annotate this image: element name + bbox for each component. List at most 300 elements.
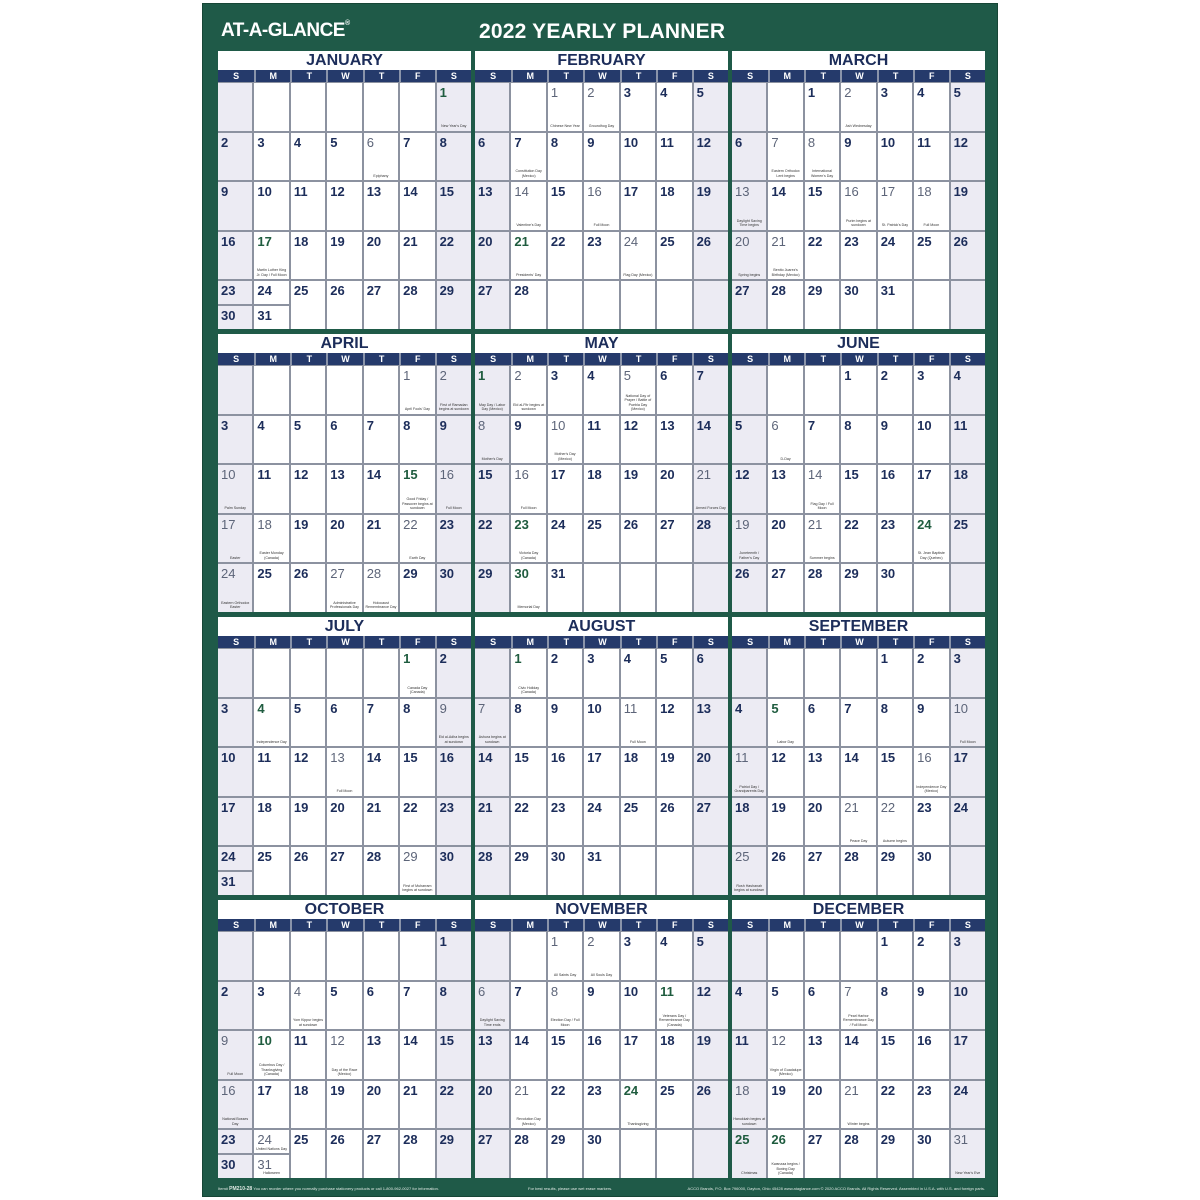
day-cell[interactable] <box>400 982 434 1030</box>
day-cell[interactable] <box>694 649 728 697</box>
day-cell[interactable] <box>218 748 252 796</box>
day-cell[interactable] <box>291 281 325 329</box>
day-cell[interactable] <box>511 416 545 464</box>
day-cell[interactable] <box>511 748 545 796</box>
day-cell[interactable] <box>475 232 509 280</box>
day-cell[interactable] <box>841 699 875 747</box>
day-cell[interactable] <box>914 182 948 230</box>
day-cell[interactable] <box>400 649 434 697</box>
day-cell[interactable] <box>291 182 325 230</box>
day-cell[interactable] <box>400 416 434 464</box>
day-cell[interactable] <box>400 847 434 895</box>
day-cell[interactable] <box>437 649 471 697</box>
day-cell[interactable] <box>805 416 839 464</box>
day-cell[interactable] <box>584 982 618 1030</box>
day-cell[interactable] <box>437 133 471 181</box>
day-cell[interactable] <box>327 699 361 747</box>
day-cell[interactable] <box>364 416 398 464</box>
day-cell[interactable] <box>254 232 288 280</box>
day-cell[interactable] <box>914 366 948 414</box>
day-cell[interactable] <box>657 232 691 280</box>
day-cell[interactable] <box>548 847 582 895</box>
day-cell[interactable] <box>584 182 618 230</box>
day-cell[interactable] <box>400 182 434 230</box>
day-cell[interactable] <box>951 1031 985 1079</box>
day-cell[interactable] <box>218 232 252 280</box>
day-cell[interactable] <box>694 798 728 846</box>
day-cell[interactable] <box>218 798 252 846</box>
day-cell[interactable] <box>475 699 509 747</box>
day-cell[interactable] <box>218 465 252 513</box>
day-cell[interactable] <box>878 182 912 230</box>
day-cell[interactable] <box>621 83 655 131</box>
day-cell[interactable] <box>805 1130 839 1178</box>
day-cell[interactable] <box>951 182 985 230</box>
day-cell[interactable] <box>437 564 471 612</box>
day-cell[interactable] <box>511 564 545 612</box>
day-cell[interactable] <box>621 133 655 181</box>
day-cell[interactable] <box>805 1081 839 1129</box>
day-cell[interactable] <box>254 564 288 612</box>
day-cell[interactable] <box>511 515 545 563</box>
day-cell[interactable] <box>218 1081 252 1129</box>
day-cell[interactable] <box>657 416 691 464</box>
day-cell[interactable] <box>768 133 802 181</box>
day-cell[interactable] <box>327 182 361 230</box>
day-cell[interactable] <box>254 982 288 1030</box>
day-cell[interactable] <box>364 1031 398 1079</box>
day-cell[interactable] <box>841 798 875 846</box>
day-cell[interactable] <box>732 182 766 230</box>
day-cell[interactable] <box>878 699 912 747</box>
day-cell[interactable] <box>400 748 434 796</box>
day-cell[interactable] <box>511 1081 545 1129</box>
day-cell[interactable] <box>364 515 398 563</box>
day-cell[interactable] <box>657 1081 691 1129</box>
day-cell[interactable] <box>364 232 398 280</box>
day-cell[interactable] <box>254 748 288 796</box>
day-cell[interactable] <box>437 699 471 747</box>
day-cell[interactable] <box>254 798 288 846</box>
day-cell[interactable] <box>878 83 912 131</box>
day-cell[interactable] <box>327 133 361 181</box>
day-cell[interactable] <box>732 281 766 329</box>
day-cell[interactable] <box>511 798 545 846</box>
day-cell[interactable] <box>548 932 582 980</box>
day-cell[interactable] <box>878 748 912 796</box>
day-cell[interactable] <box>548 1081 582 1129</box>
day-cell[interactable] <box>327 1081 361 1129</box>
day-cell[interactable] <box>584 649 618 697</box>
day-cell[interactable] <box>511 232 545 280</box>
day-cell[interactable] <box>584 133 618 181</box>
day-cell[interactable] <box>732 133 766 181</box>
day-cell[interactable] <box>951 932 985 980</box>
day-cell[interactable] <box>327 847 361 895</box>
day-cell[interactable] <box>218 982 252 1030</box>
day-cell[interactable] <box>914 232 948 280</box>
day-cell[interactable] <box>327 465 361 513</box>
day-cell[interactable] <box>437 932 471 980</box>
day-cell[interactable] <box>400 133 434 181</box>
day-cell[interactable] <box>291 1031 325 1079</box>
day-cell[interactable] <box>364 281 398 329</box>
day-cell[interactable] <box>584 232 618 280</box>
day-cell[interactable] <box>364 847 398 895</box>
day-cell[interactable] <box>254 281 288 304</box>
day-cell[interactable] <box>548 133 582 181</box>
day-cell[interactable] <box>768 182 802 230</box>
day-cell[interactable] <box>327 748 361 796</box>
day-cell[interactable] <box>694 465 728 513</box>
split-day-cell[interactable] <box>218 847 252 895</box>
day-cell[interactable] <box>327 232 361 280</box>
day-cell[interactable] <box>218 515 252 563</box>
day-cell[interactable] <box>621 515 655 563</box>
day-cell[interactable] <box>694 232 728 280</box>
day-cell[interactable] <box>657 366 691 414</box>
day-cell[interactable] <box>475 564 509 612</box>
day-cell[interactable] <box>694 699 728 747</box>
day-cell[interactable] <box>437 982 471 1030</box>
day-cell[interactable] <box>768 699 802 747</box>
day-cell[interactable] <box>805 982 839 1030</box>
day-cell[interactable] <box>291 1130 325 1178</box>
day-cell[interactable] <box>694 83 728 131</box>
day-cell[interactable] <box>841 847 875 895</box>
day-cell[interactable] <box>951 416 985 464</box>
day-cell[interactable] <box>437 1130 471 1178</box>
day-cell[interactable] <box>878 133 912 181</box>
day-cell[interactable] <box>694 1031 728 1079</box>
day-cell[interactable] <box>657 699 691 747</box>
day-cell[interactable] <box>914 416 948 464</box>
day-cell[interactable] <box>291 798 325 846</box>
day-cell[interactable] <box>548 232 582 280</box>
day-cell[interactable] <box>732 416 766 464</box>
day-cell[interactable] <box>841 281 875 329</box>
day-cell[interactable] <box>732 515 766 563</box>
day-cell[interactable] <box>254 699 288 747</box>
day-cell[interactable] <box>511 847 545 895</box>
day-cell[interactable] <box>694 416 728 464</box>
day-cell[interactable] <box>400 1130 434 1178</box>
day-cell[interactable] <box>548 699 582 747</box>
day-cell[interactable] <box>548 366 582 414</box>
day-cell[interactable] <box>291 564 325 612</box>
day-cell[interactable] <box>914 515 948 563</box>
day-cell[interactable] <box>218 1130 252 1153</box>
day-cell[interactable] <box>914 699 948 747</box>
day-cell[interactable] <box>841 232 875 280</box>
day-cell[interactable] <box>511 133 545 181</box>
day-cell[interactable] <box>475 748 509 796</box>
day-cell[interactable] <box>768 847 802 895</box>
day-cell[interactable] <box>841 182 875 230</box>
day-cell[interactable] <box>732 1031 766 1079</box>
day-cell[interactable] <box>657 932 691 980</box>
day-cell[interactable] <box>732 982 766 1030</box>
day-cell[interactable] <box>878 847 912 895</box>
day-cell[interactable] <box>732 1130 766 1178</box>
day-cell[interactable] <box>732 748 766 796</box>
day-cell[interactable] <box>768 281 802 329</box>
day-cell[interactable] <box>327 798 361 846</box>
day-cell[interactable] <box>437 515 471 563</box>
day-cell[interactable] <box>805 232 839 280</box>
day-cell[interactable] <box>218 1155 252 1178</box>
day-cell[interactable] <box>291 515 325 563</box>
day-cell[interactable] <box>364 1081 398 1129</box>
day-cell[interactable] <box>364 1130 398 1178</box>
day-cell[interactable] <box>768 1130 802 1178</box>
day-cell[interactable] <box>218 306 252 329</box>
day-cell[interactable] <box>914 798 948 846</box>
day-cell[interactable] <box>475 182 509 230</box>
day-cell[interactable] <box>732 847 766 895</box>
day-cell[interactable] <box>548 1130 582 1178</box>
day-cell[interactable] <box>291 1081 325 1129</box>
day-cell[interactable] <box>951 649 985 697</box>
day-cell[interactable] <box>841 133 875 181</box>
day-cell[interactable] <box>364 133 398 181</box>
day-cell[interactable] <box>805 281 839 329</box>
day-cell[interactable] <box>768 465 802 513</box>
day-cell[interactable] <box>951 83 985 131</box>
day-cell[interactable] <box>548 515 582 563</box>
day-cell[interactable] <box>584 798 618 846</box>
day-cell[interactable] <box>768 748 802 796</box>
day-cell[interactable] <box>914 133 948 181</box>
day-cell[interactable] <box>327 564 361 612</box>
day-cell[interactable] <box>475 281 509 329</box>
day-cell[interactable] <box>254 182 288 230</box>
day-cell[interactable] <box>694 1081 728 1129</box>
day-cell[interactable] <box>694 932 728 980</box>
day-cell[interactable] <box>768 1031 802 1079</box>
day-cell[interactable] <box>400 515 434 563</box>
day-cell[interactable] <box>657 982 691 1030</box>
day-cell[interactable] <box>291 232 325 280</box>
day-cell[interactable] <box>437 83 471 131</box>
day-cell[interactable] <box>841 83 875 131</box>
day-cell[interactable] <box>805 798 839 846</box>
day-cell[interactable] <box>511 649 545 697</box>
day-cell[interactable] <box>364 798 398 846</box>
day-cell[interactable] <box>327 416 361 464</box>
day-cell[interactable] <box>364 465 398 513</box>
day-cell[interactable] <box>400 1031 434 1079</box>
day-cell[interactable] <box>548 564 582 612</box>
day-cell[interactable] <box>805 564 839 612</box>
day-cell[interactable] <box>878 465 912 513</box>
day-cell[interactable] <box>841 416 875 464</box>
day-cell[interactable] <box>951 798 985 846</box>
day-cell[interactable] <box>841 366 875 414</box>
day-cell[interactable] <box>254 1130 288 1153</box>
day-cell[interactable] <box>364 748 398 796</box>
day-cell[interactable] <box>878 982 912 1030</box>
day-cell[interactable] <box>511 1031 545 1079</box>
day-cell[interactable] <box>327 1031 361 1079</box>
day-cell[interactable] <box>805 748 839 796</box>
day-cell[interactable] <box>584 416 618 464</box>
day-cell[interactable] <box>511 982 545 1030</box>
day-cell[interactable] <box>291 847 325 895</box>
day-cell[interactable] <box>621 366 655 414</box>
day-cell[interactable] <box>511 699 545 747</box>
split-day-cell[interactable] <box>254 1130 288 1178</box>
day-cell[interactable] <box>841 1081 875 1129</box>
day-cell[interactable] <box>732 465 766 513</box>
day-cell[interactable] <box>437 1031 471 1079</box>
day-cell[interactable] <box>254 133 288 181</box>
day-cell[interactable] <box>218 872 252 895</box>
day-cell[interactable] <box>805 182 839 230</box>
day-cell[interactable] <box>768 798 802 846</box>
day-cell[interactable] <box>437 182 471 230</box>
day-cell[interactable] <box>400 366 434 414</box>
day-cell[interactable] <box>291 465 325 513</box>
day-cell[interactable] <box>841 515 875 563</box>
day-cell[interactable] <box>878 798 912 846</box>
day-cell[interactable] <box>694 366 728 414</box>
day-cell[interactable] <box>584 1081 618 1129</box>
day-cell[interactable] <box>511 1130 545 1178</box>
day-cell[interactable] <box>694 133 728 181</box>
day-cell[interactable] <box>437 798 471 846</box>
day-cell[interactable] <box>768 515 802 563</box>
day-cell[interactable] <box>732 1081 766 1129</box>
day-cell[interactable] <box>584 366 618 414</box>
day-cell[interactable] <box>951 465 985 513</box>
split-day-cell[interactable] <box>218 1130 252 1178</box>
day-cell[interactable] <box>400 798 434 846</box>
day-cell[interactable] <box>621 1081 655 1129</box>
day-cell[interactable] <box>914 1081 948 1129</box>
split-day-cell[interactable] <box>254 281 288 329</box>
day-cell[interactable] <box>218 847 252 870</box>
day-cell[interactable] <box>548 1031 582 1079</box>
day-cell[interactable] <box>364 699 398 747</box>
day-cell[interactable] <box>951 1081 985 1129</box>
day-cell[interactable] <box>584 932 618 980</box>
day-cell[interactable] <box>475 1031 509 1079</box>
day-cell[interactable] <box>254 515 288 563</box>
split-day-cell[interactable] <box>218 281 252 329</box>
day-cell[interactable] <box>584 1130 618 1178</box>
day-cell[interactable] <box>548 182 582 230</box>
day-cell[interactable] <box>914 1031 948 1079</box>
day-cell[interactable] <box>621 182 655 230</box>
day-cell[interactable] <box>805 465 839 513</box>
day-cell[interactable] <box>437 465 471 513</box>
day-cell[interactable] <box>914 748 948 796</box>
day-cell[interactable] <box>621 798 655 846</box>
day-cell[interactable] <box>327 281 361 329</box>
day-cell[interactable] <box>218 564 252 612</box>
day-cell[interactable] <box>951 699 985 747</box>
day-cell[interactable] <box>437 1081 471 1129</box>
day-cell[interactable] <box>951 133 985 181</box>
day-cell[interactable] <box>218 699 252 747</box>
day-cell[interactable] <box>621 982 655 1030</box>
day-cell[interactable] <box>291 699 325 747</box>
day-cell[interactable] <box>437 847 471 895</box>
day-cell[interactable] <box>768 1081 802 1129</box>
day-cell[interactable] <box>584 1031 618 1079</box>
day-cell[interactable] <box>291 416 325 464</box>
day-cell[interactable] <box>841 564 875 612</box>
day-cell[interactable] <box>914 982 948 1030</box>
day-cell[interactable] <box>254 1031 288 1079</box>
day-cell[interactable] <box>475 847 509 895</box>
day-cell[interactable] <box>621 416 655 464</box>
day-cell[interactable] <box>878 932 912 980</box>
day-cell[interactable] <box>621 748 655 796</box>
day-cell[interactable] <box>878 281 912 329</box>
day-cell[interactable] <box>511 366 545 414</box>
day-cell[interactable] <box>437 366 471 414</box>
day-cell[interactable] <box>437 281 471 329</box>
day-cell[interactable] <box>914 83 948 131</box>
day-cell[interactable] <box>364 982 398 1030</box>
day-cell[interactable] <box>657 748 691 796</box>
day-cell[interactable] <box>327 515 361 563</box>
day-cell[interactable] <box>732 798 766 846</box>
day-cell[interactable] <box>951 366 985 414</box>
day-cell[interactable] <box>732 232 766 280</box>
day-cell[interactable] <box>914 649 948 697</box>
day-cell[interactable] <box>914 847 948 895</box>
day-cell[interactable] <box>400 699 434 747</box>
day-cell[interactable] <box>951 748 985 796</box>
day-cell[interactable] <box>475 1130 509 1178</box>
day-cell[interactable] <box>511 465 545 513</box>
day-cell[interactable] <box>475 982 509 1030</box>
day-cell[interactable] <box>218 1031 252 1079</box>
day-cell[interactable] <box>805 83 839 131</box>
day-cell[interactable] <box>841 1031 875 1079</box>
day-cell[interactable] <box>254 416 288 464</box>
day-cell[interactable] <box>805 133 839 181</box>
day-cell[interactable] <box>475 1081 509 1129</box>
day-cell[interactable] <box>951 515 985 563</box>
day-cell[interactable] <box>694 515 728 563</box>
day-cell[interactable] <box>841 982 875 1030</box>
day-cell[interactable] <box>805 699 839 747</box>
day-cell[interactable] <box>584 515 618 563</box>
day-cell[interactable] <box>218 182 252 230</box>
day-cell[interactable] <box>291 748 325 796</box>
day-cell[interactable] <box>584 847 618 895</box>
day-cell[interactable] <box>218 133 252 181</box>
day-cell[interactable] <box>878 366 912 414</box>
day-cell[interactable] <box>657 83 691 131</box>
day-cell[interactable] <box>951 982 985 1030</box>
day-cell[interactable] <box>291 133 325 181</box>
day-cell[interactable] <box>584 83 618 131</box>
day-cell[interactable] <box>657 649 691 697</box>
day-cell[interactable] <box>475 465 509 513</box>
day-cell[interactable] <box>841 465 875 513</box>
day-cell[interactable] <box>878 232 912 280</box>
day-cell[interactable] <box>878 1130 912 1178</box>
day-cell[interactable] <box>584 748 618 796</box>
day-cell[interactable] <box>400 232 434 280</box>
day-cell[interactable] <box>254 847 288 895</box>
day-cell[interactable] <box>548 416 582 464</box>
